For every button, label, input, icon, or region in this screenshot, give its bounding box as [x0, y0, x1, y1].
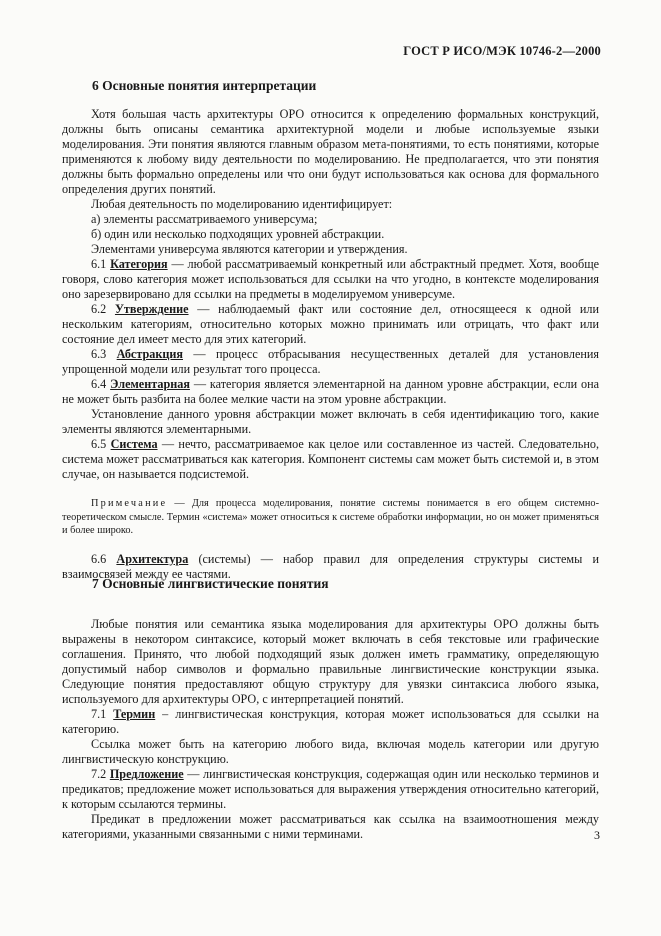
definition-text: — процесс отбрасывания несущественных деталей для установления упрощенной модели или результат того процесса. — [62, 347, 599, 376]
list-item-b: б) один или несколько подходящих уровней абстракции. — [91, 227, 385, 241]
definition-number: 7.1 — [91, 707, 114, 721]
note-paragraph — [62, 497, 599, 538]
definition-text: — нечто, рассматриваемое как целое или составленное из частей. Следовательно, система может рассматриваться как категория. Компонент системы сам может быть системой и, в этом случае, он называется подсистемой. — [62, 437, 600, 481]
definition-term: Элементарная — [110, 377, 190, 391]
definition-6-5 — [62, 437, 599, 482]
definition-term: Категория — [110, 257, 168, 271]
definition-number: 6.3 — [91, 347, 117, 361]
definition-text: — любой рассматриваемый конкретный или абстрактный предмет. Хотя, вообще говоря, слово категория может использоваться для ссылки на что угодно, в контексте моделирования оно зарезервировано для ссылки на предметы в моделируемом универсуме. — [62, 257, 599, 301]
section-7-intro: Любые понятия или семантика языка моделирования для архитектуры ОРО должны быть выражены в некотором синтаксисе, который может включать в себя текстовые или графические соглашения. Принято, что любой подходящий язык должен иметь грамматику, определяющую допустимый набор символов и формально правильные лингвистические конструкции языка. Следующие понятия предоставляют общую структуру для увязки синтаксиса любого языка, используемого для архитектуры ОРО, с интерпретацией понятий. — [62, 617, 599, 706]
definition-term: Предложение — [109, 767, 184, 781]
definition-6-4 — [62, 377, 599, 407]
definition-term: Термин — [113, 707, 156, 721]
section-6-intro: Хотя большая часть архитектуры ОРО относится к определению формальных конструкций, должны быть описаны семантика архитектурной модели и любые используемые языки моделирования. Эти понятия являются главным образом мета-понятиями, то есть понятиями, которые применяются к любому виду деятельности по моделированию. Не предполагается, что эти понятия должны быть формально определены или что они будут использоваться как основа для формального определения других понятий. — [62, 107, 599, 196]
definition-number: 6.2 — [91, 302, 115, 316]
definition-6-3 — [62, 347, 599, 377]
definition-number: 6.6 — [91, 551, 117, 566]
definition-text: — наблюдаемый факт или состояние дел, относящееся к одной или нескольким категориям, относительно которых можно принимать или отрицать, что факт или состояние дел имеет место для этих категорий. — [62, 302, 600, 346]
definition-7-2-extra: Предикат в предложении может рассматриваться как ссылка на взаимоотношения между категориями, указанными связанными с ними терминами. — [62, 812, 599, 841]
definition-number: 6.4 — [91, 377, 111, 391]
note-label: Примечание — [91, 498, 168, 509]
section-6-body — [62, 107, 599, 582]
definition-term: Абстракция — [116, 347, 183, 361]
elements-line: Элементами универсума являются категории и утверждения. — [91, 242, 408, 256]
definition-term: Система — [110, 437, 158, 451]
identify-line: Любая деятельность по моделированию идентифицирует: — [91, 197, 393, 211]
definition-6-2 — [62, 302, 599, 347]
list-item-a: а) элементы рассматриваемого универсума; — [91, 212, 318, 226]
definition-text: (системы) — набор правил для определения структуры системы и взаимосвязей между ее частями. — [62, 551, 599, 581]
definition-text: – лингвистическая конструкция, которая может использоваться для ссылки на категорию. — [62, 707, 600, 736]
document-header: ГОСТ Р ИСО/МЭК 10746-2—2000 — [403, 44, 601, 58]
section-7-body — [62, 617, 599, 842]
definition-number: 6.1 — [91, 257, 111, 271]
definition-number: 6.5 — [91, 437, 111, 451]
definition-number: 7.2 — [91, 767, 110, 781]
definition-text: — категория является элементарной на данном уровне абстракции, если она не может быть разбита на более мелкие части на этом уровне абстракции. — [62, 377, 599, 406]
definition-7-1 — [62, 707, 599, 737]
definition-6-1 — [62, 257, 599, 302]
definition-term: Архитектура — [116, 551, 189, 566]
definition-6-4-extra: Установление данного уровня абстракции может включать в себя идентификацию того, какие элементы являются элементарными. — [62, 407, 599, 436]
definition-term: Утверждение — [114, 302, 189, 316]
definition-7-1-extra: Ссылка может быть на категорию любого вида, включая модель категории или другую лингвистическую конструкцию. — [62, 737, 599, 766]
note-text: — Для процесса моделирования, понятие системы понимается в его общем системно-теоретическом смысле. Термин «система» может относиться к системе обработки информации, но он может применяться и более широко. — [62, 498, 599, 536]
page-number: 3 — [594, 828, 600, 842]
definition-7-2 — [62, 767, 599, 812]
definition-text: — лингвистическая конструкция, содержащая один или несколько терминов и предикатов; предложение может использоваться для выражения утверждения относительно категорий, к которым ссылаются термины. — [62, 767, 600, 811]
section-6-heading: 6 Основные понятия интерпретации — [92, 78, 317, 93]
section-7-heading: 7 Основные лингвистические понятия — [92, 576, 329, 591]
